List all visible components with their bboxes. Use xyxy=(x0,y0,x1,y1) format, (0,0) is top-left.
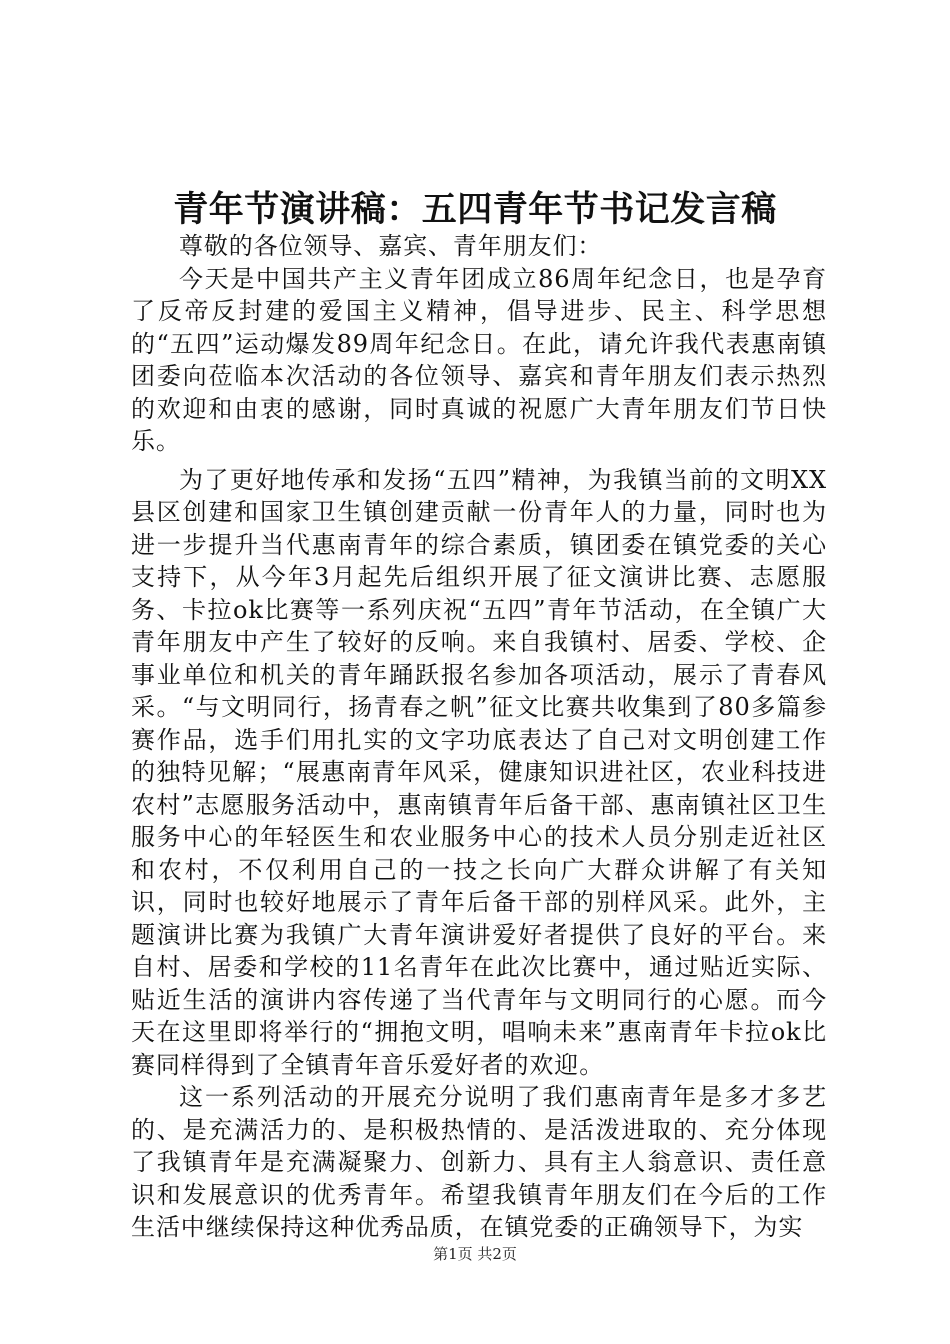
document-title: 青年节演讲稿：五四青年节书记发言稿 xyxy=(173,190,777,230)
body-paragraph-2: 为了更好地传承和发扬“五四”精神，为我镇当前的文明XX县区创建和国家卫生镇创建贡献一份青年人的力量，同时也为进一步提升当代惠南青年的综合素质，镇团委在镇党委的关心支持下，从今年3月起先后组织开展了征文演讲比赛、志愿服务、卡拉ok比赛等一系列庆祝“五四”青年节活动，在全镇广大青年朋友中产生了较好的反响。来自我镇村、居委、学校、企事业单位和机关的青年踊跃报名参加各项活动，展示了青春风采。“与文明同行，扬青春之帆”征文比赛共收集到了80多篇参赛作品，选手们用扎实的文字功底表达了自己对文明创建工作的独特见解；“展惠南青年风采，健康知识进社区，农业科技进农村”志愿服务活动中，惠南镇青年后备干部、惠南镇社区卫生服务中心的年轻医生和农业服务中心的技术人员分别走近社区和农村，不仅利用自己的一技之长向广大群众讲解了有关知识，同时也较好地展示了青年后备干部的别样风采。此外，主题演讲比赛为我镇广大青年演讲爱好者提供了良好的平台。来自村、居委和学校的11名青年在此次比赛中，通过贴近实际、贴近生活的演讲内容传递了当代青年与文明同行的心愿。而今天在这里即将举行的“拥抱文明，唱响未来”惠南青年卡拉ok比赛同样得到了全镇青年音乐爱好者的欢迎。 xyxy=(131,465,827,1079)
document-body xyxy=(131,230,827,1244)
body-paragraph-1: 今天是中国共产主义青年团成立86周年纪念日，也是孕育了反帝反封建的爱国主义精神，倡导进步、民主、科学思想的“五四”运动爆发89周年纪念日。在此，请允许我代表惠南镇团委向莅临本次活动的各位领导、嘉宾和青年朋友们表示热烈的欢迎和由衷的感谢，同时真诚的祝愿广大青年朋友们节日快乐。 xyxy=(131,264,827,455)
page-number-footer: 第1页 共2页 xyxy=(433,1245,517,1263)
salutation-paragraph: 尊敬的各位领导、嘉宾、青年朋友们： xyxy=(179,232,603,260)
body-paragraph-3: 这一系列活动的开展充分说明了我们惠南青年是多才多艺的、是充满活力的、是积极热情的、是活泼进取的、充分体现了我镇青年是充满凝聚力、创新力、具有主人翁意识、责任意识和发展意识的优秀青年。希望我镇青年朋友们在今后的工作生活中继续保持这种优秀品质，在镇党委的正确领导下，为实 xyxy=(131,1083,827,1241)
